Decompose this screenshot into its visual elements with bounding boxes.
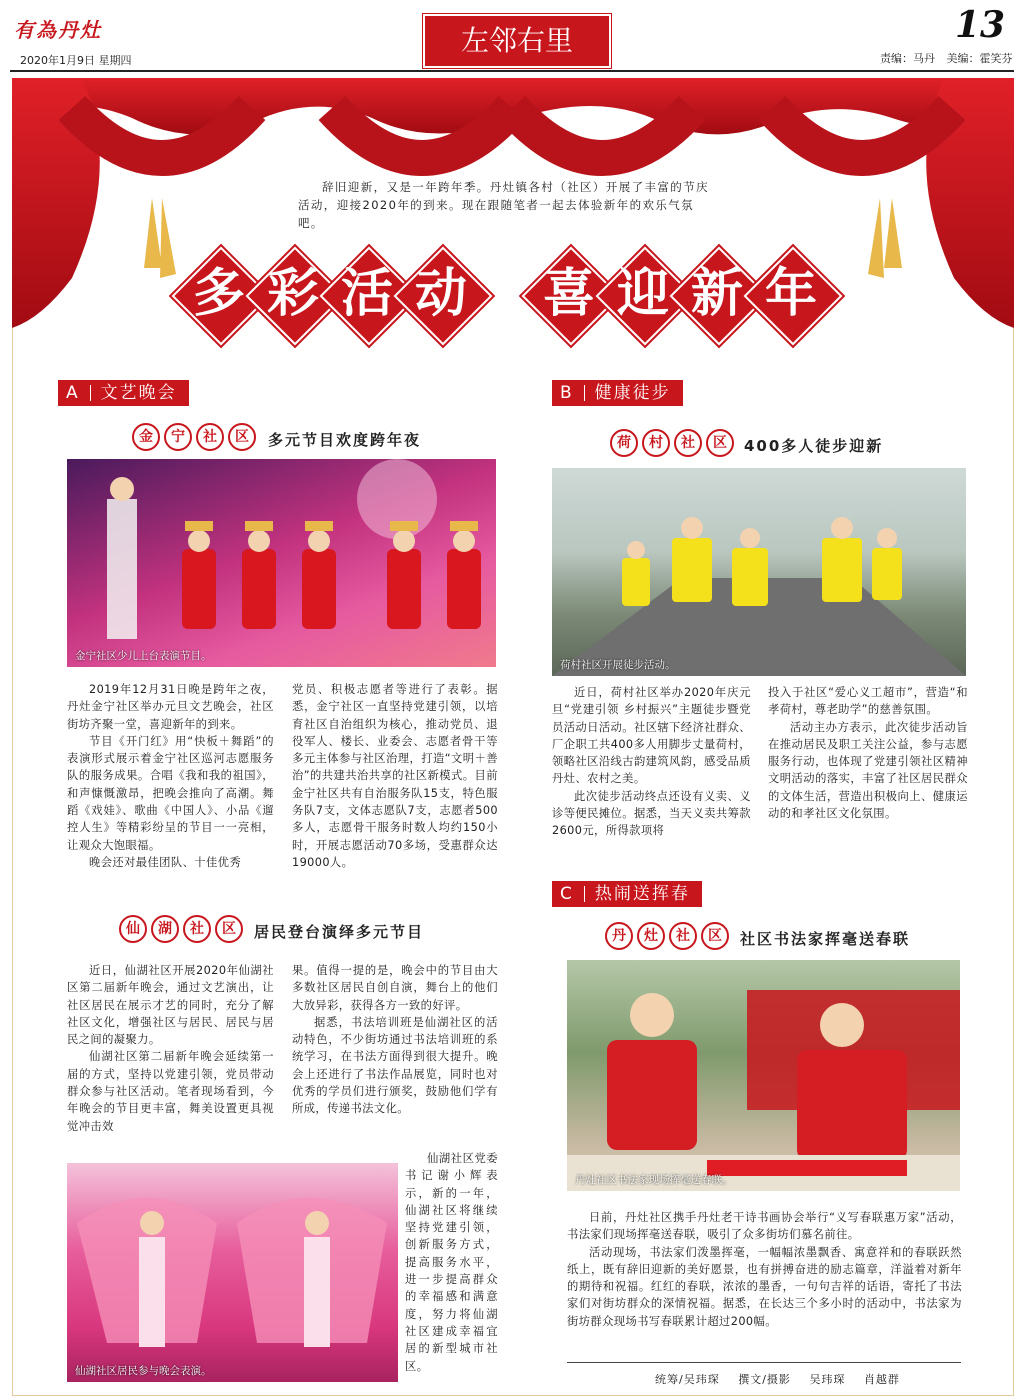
community-char: 社 — [183, 915, 211, 943]
community-char: 灶 — [637, 922, 665, 950]
section-letter: A — [66, 383, 80, 403]
photo-caption: 丹灶社区书法家现场挥毫送春联。 — [575, 1174, 733, 1186]
community-char: 湖 — [151, 915, 179, 943]
community-char: 区 — [228, 423, 256, 451]
community-char: 金 — [132, 423, 160, 451]
headline-banner — [175, 245, 855, 345]
paragraph: 近日，荷村社区举办2020年庆元旦“党建引领 乡村振兴”主题徒步暨党员活动日活动。社区辖下经济社群众、厂企职工共400多人用脚步丈量荷村，领略社区沿线古韵建筑风韵，感受品质丹灶、农村之美。 — [552, 686, 751, 786]
photo-illustration — [67, 1163, 398, 1382]
paragraph: 近日，仙湖社区开展2020年仙湖社区第二届新年晚会，通过文艺演出，让社区居民在展示才艺的同时，充分了解社区文化，增强社区与居民、居民与居民之间的凝聚力。 — [67, 964, 274, 1047]
article-column — [292, 962, 498, 1118]
planner-credit: 统筹/吴玮琛 — [655, 1373, 720, 1386]
writer-name: 吴玮琛 — [809, 1373, 846, 1386]
story-subtitle: 多元节目欢度跨年夜 — [268, 431, 422, 449]
header-rule — [10, 70, 1014, 72]
intro-paragraph: 辞旧迎新，又是一年跨年季。丹灶镇各村（社区）开展了丰富的节庆活动，迎接2020年的到来。现在跟随笔者一起去体验新年的欢乐气氛吧。 — [298, 180, 709, 230]
community-char: 社 — [196, 423, 224, 451]
paragraph: 据悉，书法培训班是仙湖社区的活动特色，不少街坊通过书法培训班的系统学习，在书法方面得到很大提升。晚会上还进行了书法作品展览，同时也对优秀的学员们进行颁奖，鼓励他们学有所成，传递书法文化。 — [292, 1015, 498, 1116]
article-column — [67, 681, 274, 871]
masthead-logo: 有為丹灶 — [14, 18, 102, 42]
article-column — [292, 681, 498, 871]
photo-xianhu-performance — [67, 1163, 398, 1382]
paragraph: 2019年12月31日晚是跨年之夜，丹灶金宁社区举办元旦文艺晚会，社区街坊齐聚一堂，喜迎新年的到来。 — [67, 683, 274, 731]
community-char: 区 — [701, 922, 729, 950]
paragraph: 活动现场，书法家们泼墨挥毫，一幅幅浓墨飘香、寓意祥和的春联跃然纸上，既有辞旧迎新的美好愿景，也有拼搏奋进的励志篇章，洋溢着对新年的期待和祝福。红红的春联，浓浓的墨香，一句句吉祥的话语，寄托了书法家们对街坊群众的深情祝福。据悉，在长达三个多小时的活动中，书法家为街坊群众现场书写春联累计超过200幅。 — [567, 1245, 962, 1328]
editor-credit: 责编：马丹 — [880, 52, 935, 65]
community-badge-jinning — [132, 423, 256, 451]
writer-name: 肖越群 — [863, 1373, 900, 1386]
paragraph: 仙湖社区第二届新年晚会延续第一届的方式，坚持以党建引领，党员带动群众参与社区活动。笔者现场看到，今年晚会的节目更丰富，舞美设置更具视觉冲击效 — [67, 1050, 274, 1133]
section-a-label — [58, 380, 189, 406]
paragraph: 节目《开门红》用“快板＋舞蹈”的表演形式展示着金宁社区巡河志愿服务队的服务成果。合唱《我和我的祖国》，和声慷慨激昂，把晚会推向了高潮。舞蹈《戏娃》、歌曲《中国人》、小品《遛控人生》等精彩纷呈的节目一一亮相，让观众大饱眼福。 — [67, 734, 274, 852]
banner-char: 迎 — [616, 264, 669, 324]
photo-caption: 荷村社区开展徒步活动。 — [560, 659, 676, 671]
photo-hecun-walk — [552, 468, 966, 676]
banner-char: 彩 — [266, 264, 319, 324]
photo-caption: 仙湖社区居民参与晚会表演。 — [75, 1365, 212, 1377]
banner-char: 多 — [192, 264, 245, 324]
community-badge-danzao — [605, 922, 729, 950]
page-number: 13 — [955, 4, 1006, 46]
photo-illustration — [67, 459, 496, 667]
section-title: 左邻右里 — [423, 14, 611, 68]
article-column — [405, 1150, 498, 1375]
paragraph: 党员、积极志愿者等进行了表彰。据悉，金宁社区一直坚持党建引领，以培育社区自治组织为核心，推动党员、退役军人、楼长、业委会、志愿者骨干等多元主体参与社区治理，打造“文明＋善治”的共建共治共享的社区新模式。目前金宁社区共有自治服务队15支，特色服务队7支，文体志愿队7支，志愿者500多人，志愿骨干服务时数人均约150小时，开展志愿活动70多场，受惠群众达19000人。 — [292, 683, 498, 869]
community-char: 仙 — [119, 915, 147, 943]
section-c-label — [552, 881, 702, 907]
issue-date: 2020年1月9日 星期四 — [20, 54, 132, 67]
photo-danzao-calligraphy — [567, 960, 960, 1191]
community-char: 宁 — [164, 423, 192, 451]
paragraph: 此次徒步活动终点还设有义卖、义诊等便民摊位。据悉，当天义卖共筹款2600元，所得款项将 — [552, 789, 751, 838]
section-letter: C — [560, 884, 574, 904]
community-badge-xianhu — [119, 915, 243, 943]
section-b-label — [552, 380, 683, 406]
credits-line — [655, 1371, 914, 1387]
paragraph: 投入于社区“爱心义工超市”，营造“和孝荷村，尊老助学”的慈善氛围。 — [768, 686, 968, 717]
paragraph: 晚会还对最佳团队、十佳优秀 — [89, 855, 242, 869]
story-subtitle: 社区书法家挥毫送春联 — [740, 930, 911, 948]
writers-label: 撰文/摄影 — [738, 1373, 791, 1386]
editors-line — [872, 50, 1013, 66]
community-char: 丹 — [605, 922, 633, 950]
community-char: 村 — [642, 429, 670, 457]
banner-char: 喜 — [542, 264, 595, 324]
paragraph: 日前，丹灶社区携手丹灶老干诗书画协会举行“义写春联惠万家”活动，书法家们现场挥毫送春联，吸引了众多街坊们慕名前往。 — [567, 1211, 962, 1242]
story-subtitle: 400多人徒步迎新 — [744, 437, 884, 455]
banner-char: 动 — [414, 264, 467, 324]
community-char: 社 — [674, 429, 702, 457]
section-title: 热闹送挥春 — [594, 884, 690, 904]
section-title: 健康徒步 — [594, 383, 671, 403]
community-badge-hecun — [610, 429, 734, 457]
photo-illustration — [567, 960, 960, 1191]
story-subtitle: 居民登台演绎多元节目 — [254, 923, 425, 941]
banner-char: 年 — [764, 264, 817, 324]
photo-illustration — [552, 468, 966, 676]
footer-rule — [567, 1362, 961, 1363]
community-char: 社 — [669, 922, 697, 950]
paragraph: 果。值得一提的是，晚会中的节目由大多数社区居民自创自演，舞台上的他们大放异彩，获得各方一致的好评。 — [292, 964, 498, 1012]
community-char: 区 — [215, 915, 243, 943]
community-char: 区 — [706, 429, 734, 457]
banner-char: 新 — [690, 264, 743, 324]
banner-char: 活 — [340, 264, 393, 324]
designer-credit: 美编：霍笑芬 — [946, 52, 1013, 65]
paragraph: 活动主办方表示，此次徒步活动旨在推动居民及职工关注公益，参与志愿服务行动，也体现了党建引领社区精神文明活动的落实，丰富了社区居民群众的文体生活，营造出积极向上、健康运动的和孝社区文化氛围。 — [768, 720, 968, 821]
section-title: 文艺晚会 — [100, 383, 177, 403]
photo-caption: 金宁社区少儿上台表演节目。 — [75, 650, 212, 662]
community-char: 荷 — [610, 429, 638, 457]
article-column — [768, 684, 968, 822]
section-letter: B — [560, 383, 574, 403]
article-column — [552, 684, 751, 840]
article-column — [567, 1209, 962, 1330]
photo-jinning-performance — [67, 459, 496, 667]
article-column — [67, 962, 274, 1135]
paragraph: 仙湖社区党委书记谢小辉表示，新的一年，仙湖社区将继续坚持党建引领，创新服务方式，提高服务水平，进一步提高群众的幸福感和满意度，努力将仙湖社区建成幸福宜居的新型城市社区。 — [405, 1152, 498, 1373]
